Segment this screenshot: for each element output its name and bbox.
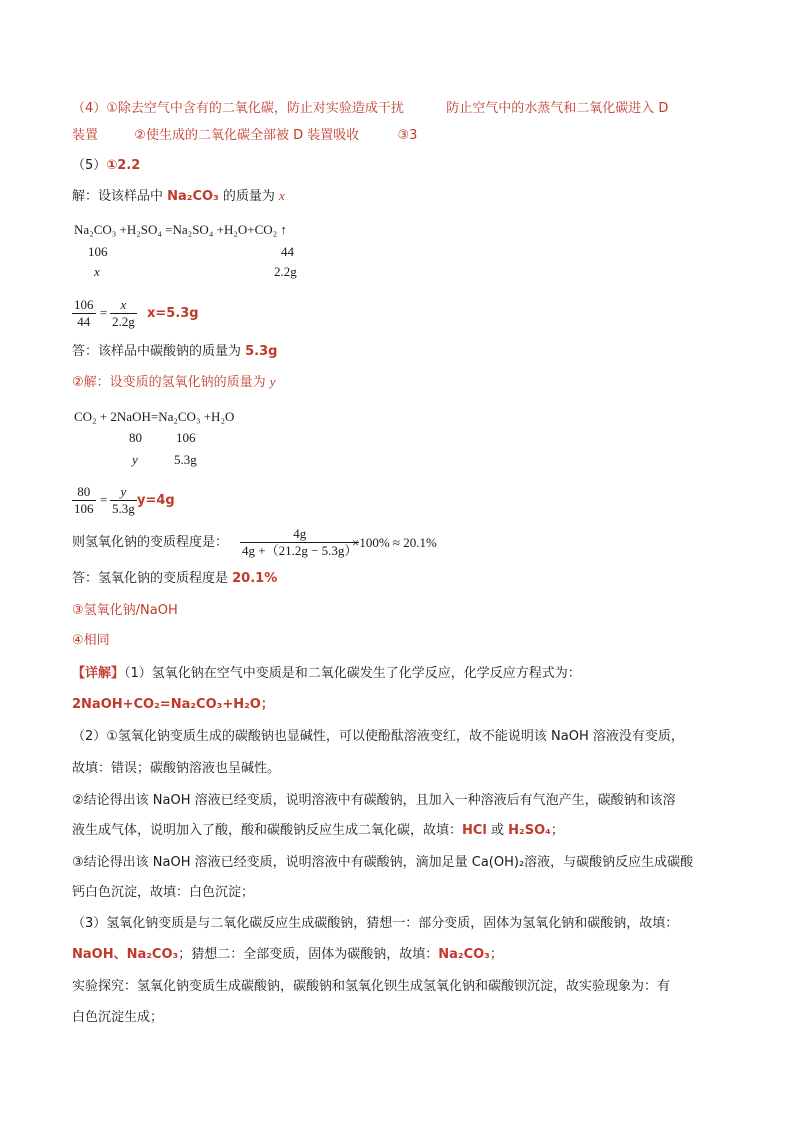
answer-2-value: 20.1% <box>232 571 278 586</box>
fraction-2-right <box>110 484 137 517</box>
equation-1-coef-right: 44 <box>281 244 294 259</box>
detail-p5-guess-1: NaOH、Na₂CO₃ <box>72 947 179 962</box>
equation-2: CO₂ + 2NaOH=Na₂CO₃ +H₂O <box>74 409 235 424</box>
fraction-1-left-numerator: 106 <box>74 297 94 312</box>
solution-1-suffix: 的质量为 <box>218 189 280 204</box>
solution-2-setup <box>72 373 276 392</box>
solution-1-setup <box>72 187 285 206</box>
answer-4-text-b: 防止空气中的水蒸气和二氧化碳进入 D <box>446 101 669 116</box>
detail-p6-line-2: 白色沉淀生成； <box>72 1010 164 1025</box>
degree-denominator: 4g +（21.2g − 5.3g） <box>242 543 358 558</box>
fraction-1-result: x=5.3g <box>147 306 199 321</box>
answer-2-prefix: 答：氢氧化钠的变质程度是 <box>72 571 233 586</box>
detail-p2-line-2: 故填：错误；碳酸钠溶液也呈碱性。 <box>72 761 281 776</box>
answer-4-text-d: ②使生成的二氧化碳全部被 D 装置吸收 <box>134 128 360 143</box>
fraction-2-left-numerator: 80 <box>72 484 96 501</box>
detail-p5-text: ；猜想二：全部变质，固体为碳酸钠，故填： <box>178 947 439 962</box>
detail-p4-line-2: 钙白色沉淀，故填：白色沉淀； <box>72 885 255 900</box>
fraction-1-right <box>110 297 137 330</box>
detail-p5-guess-2: Na₂CO₃ <box>438 947 490 962</box>
fraction-1-right-numerator: x <box>110 297 137 314</box>
detail-p3-line-1: ②结论得出该 NaOH 溶液已经变质，说明溶液中有碳酸钠，且加入一种溶液后有气泡产生，碳酸钠和该溶 <box>72 793 676 808</box>
fraction-1-right-denominator: 2.2g <box>112 314 135 329</box>
fraction-2-equals: = <box>100 492 108 507</box>
equation-2-var-left: y <box>132 452 138 467</box>
detail-p1-text: （1）氢氧化钠在空气中变质是和二氧化碳发生了化学反应，化学反应方程式为： <box>124 666 581 681</box>
equation-2-coef-right: 106 <box>176 430 196 445</box>
equation-1-coef-left: 106 <box>88 244 108 259</box>
degree-numerator: 4g <box>240 526 359 543</box>
detail-p3-line-2 <box>72 822 564 840</box>
detail-p3-acid-2: H₂SO₄ <box>508 823 551 838</box>
detail-tag: 【详解】 <box>72 666 125 681</box>
detail-p3-text: 液生成气体，说明加入了酸，酸和碳酸钠反应生成二氧化碳，故填： <box>72 823 463 838</box>
fraction-2-right-denominator: 5.3g <box>112 501 135 516</box>
solution-1-prefix: 解：设该样品中 <box>72 189 168 204</box>
fraction-2-left-denominator: 106 <box>74 501 94 516</box>
detail-p6-line-1: 实验探究：氢氧化钠变质生成碳酸钠，碳酸钠和氢氧化钡生成氢氧化钠和碳酸钡沉淀，故实验现象为：有 <box>72 979 671 994</box>
equation-1-var-left: x <box>94 264 100 279</box>
fraction-2-left <box>72 484 96 517</box>
fraction-1-equals: = <box>100 305 108 320</box>
answer-1-prefix: 答：该样品中碳酸钠的质量为 <box>72 344 246 359</box>
detail-p5-end: ； <box>489 947 503 962</box>
equation-1: Na₂CO₃ +H₂SO₄ =Na₂SO₄ +H₂O+CO₂ ↑ <box>74 222 287 237</box>
fraction-1-left <box>72 297 96 330</box>
answer-5-prefix: （5） <box>72 158 107 173</box>
degree-fraction <box>240 526 359 559</box>
detail-p5-line-1: （3）氢氧化钠变质是与二氧化碳反应生成碳酸钠，猜想一：部分变质，固体为氢氧化钠和碳酸钠，故填： <box>72 916 679 931</box>
detail-p2-line-1: （2）①氢氧化钠变质生成的碳酸钠也显碱性，可以使酚酞溶液变红，故不能说明该 NaOH 溶液没有变质， <box>72 729 684 744</box>
equation-2-coef-left: 80 <box>129 430 142 445</box>
degree-tail: ×100% ≈ 20.1% <box>352 535 437 550</box>
detail-p1-equation: 2NaOH+CO₂=Na₂CO₃+H₂O； <box>72 697 274 712</box>
answer-4-line-1 <box>72 100 668 118</box>
solution-2-prefix: ②解：设变质的氢氧化钠的质量为 <box>72 375 270 390</box>
solution-2-variable: y <box>269 374 276 389</box>
equation-1-var-right: 2.2g <box>274 264 297 279</box>
answer-2 <box>72 570 277 588</box>
fraction-2-result: y=4g <box>137 493 175 508</box>
answer-3-item: ③氢氧化钠/NaOH <box>72 603 178 618</box>
detail-p5-line-2 <box>72 946 503 964</box>
answer-4-text-a: （4）①除去空气中含有的二氧化碳，防止对实验造成干扰 <box>72 101 404 116</box>
answer-4-line-2 <box>72 127 417 145</box>
answer-1-value: 5.3g <box>245 344 278 359</box>
detail-p4-line-1: ③结论得出该 NaOH 溶液已经变质，说明溶液中有碳酸钠，滴加足量 Ca(OH)₂溶液，与碳酸钠反应生成碳酸 <box>72 855 694 870</box>
detail-p3-end: ； <box>550 823 564 838</box>
detail-p3-or: 或 <box>486 823 509 838</box>
detail-p3-acid-1: HCl <box>462 823 487 838</box>
solution-1-variable: x <box>279 188 285 203</box>
answer-4-text-c: 装置 <box>72 128 99 143</box>
fraction-1-left-denominator: 44 <box>77 314 91 329</box>
answer-4-item: ④相同 <box>72 633 110 648</box>
answer-5-heading <box>72 157 140 175</box>
answer-4-text-e: ③3 <box>397 128 418 143</box>
fraction-2-right-numerator: y <box>110 484 137 501</box>
answer-5-value: ①2.2 <box>106 158 141 173</box>
equation-2-var-right: 5.3g <box>174 452 197 467</box>
answer-1 <box>72 343 277 361</box>
degree-label: 则氢氧化钠的变质程度是： <box>72 535 229 550</box>
detail-p1 <box>72 665 581 683</box>
solution-1-formula: Na₂CO₃ <box>167 189 219 204</box>
